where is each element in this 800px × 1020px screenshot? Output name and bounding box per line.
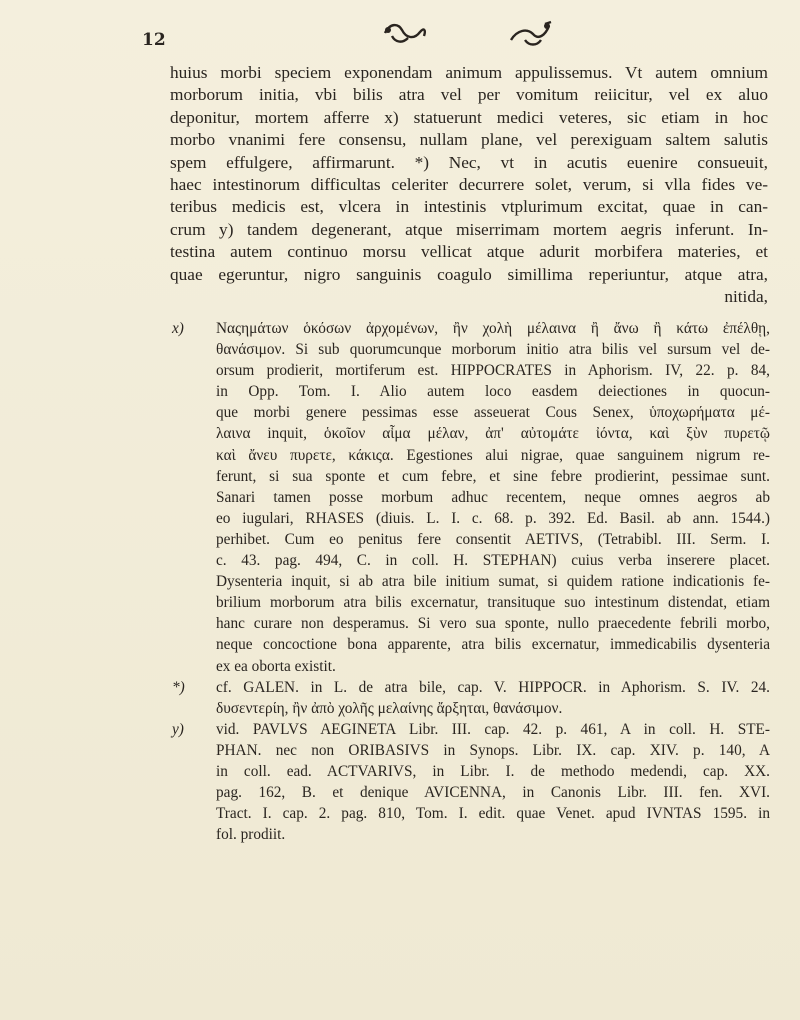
page-number: 12	[142, 30, 166, 50]
footnote-marker: x)	[172, 320, 184, 337]
footnote-line: in Opp. Tom. I. Alio autem loco easdem deiectiones in quocun-	[216, 383, 770, 401]
footnote-line: θανάσιμον. Si sub quorumcunque morborum initio atra bilis vel sursum vel de-	[216, 341, 770, 359]
footnote-line: cf. GALEN. in L. de atra bile, cap. V. HIPPOCR. in Aphorism. S. IV. 24.	[216, 678, 770, 696]
main-line: morbo vnanimi fere consensu, nullam plane, vel perexiguam saltem salutis	[170, 130, 768, 150]
footnote-line: orsum prodierit, mortiferum est. HIPPOCRATES in Aphorism. IV, 22. p. 84,	[216, 362, 770, 380]
printer-ornament-left	[380, 18, 430, 48]
footnote-line: brilium morborum atra bilis excernatur, transituque suo intestinum distendat, etiam	[216, 594, 770, 612]
footnote-marker: y)	[172, 720, 184, 738]
footnote-line: vid. PAVLVS AEGINETA Libr. III. cap. 42. p. 461, A in coll. H. STE-	[216, 720, 770, 738]
footnote-line: perhibet. Cum eo penitus fere consentit AETIVS, (Tetrabibl. III. Serm. I.	[216, 530, 770, 548]
footnote-x	[172, 318, 770, 677]
main-line: teribus medicis est, vlcera in intestinis vtplurimum excitat, quae in can-	[170, 197, 768, 217]
footnote-line: ferunt, si sua sponte et cum febre, et sine febre prodierint, pessimae sunt.	[216, 467, 770, 485]
main-line: crum y) tandem degenerant, atque miserrimam mortem aegris inferunt. In-	[170, 219, 768, 239]
footnotes	[172, 318, 770, 845]
footnote-line: δυσεντερίη, ἢν ἀπὸ χολῆς μελαίνης ἄρξηται, θανάσιμον.	[216, 699, 563, 717]
main-line: morborum initia, vbi bilis atra vel per vomitum reiicitur, vel ex aluo	[170, 85, 768, 105]
main-text	[170, 62, 768, 308]
footnote-line: Ναςημάτων ὁκόσων ἀρχομένων, ἢν χολὴ μέλαινα ἢ ἄνω ἢ κάτω ἐπέλθῃ,	[216, 320, 770, 337]
footnote-marker: *)	[172, 678, 185, 696]
footnote-line: ex ea oborta existit.	[216, 657, 336, 675]
footnote-line: Dysenteria inquit, si ab atra bile initium sumat, si quidem ratione indicationis fe-	[216, 573, 770, 591]
main-line: deponitur, mortem afferre x) statuerunt medici veteres, sic etiam in hoc	[170, 107, 768, 127]
footnote-line: hanc curare non desperamus. Si vero sua sponte, nullo praecedente febrili morbo,	[216, 615, 770, 633]
main-line: testina autem continuo morsu vellicat atque adurit morbifera materies, et	[170, 242, 768, 262]
footnote-star	[172, 677, 770, 719]
footnote-line: λαινα inquit, ὁκοῖον αἷμα μέλαν, ἀπ' αὐτομάτε ἰόντα, καὶ ξὺν πυρετῷ	[216, 425, 770, 443]
main-line: huius morbi speciem exponendam animum appulissemus. Vt autem omnium	[170, 63, 768, 82]
footnote-y	[172, 719, 770, 846]
footnote-line: καὶ ἄνευ πυρετε, κάκιςα. Egestiones alui nigrae, quae sanguinem nigrum re-	[216, 446, 770, 464]
footnote-line: in coll. ead. ACTVARIVS, in Libr. I. de methodo medendi, cap. XX.	[216, 762, 770, 780]
footnote-line: PHAN. nec non ORIBASIVS in Synops. Libr. IX. cap. XIV. p. 140, A	[216, 741, 770, 759]
footnote-line: que morbi genere pessimas esse asseuerat Cous Senex, ὑποχωρήματα μέ-	[216, 404, 770, 422]
main-line: spem effulgere, affirmarunt. *) Nec, vt in acutis euenire consueuit,	[170, 152, 768, 172]
footnote-line: pag. 162, B. et denique AVICENNA, in Canonis Libr. III. fen. XVI.	[216, 784, 770, 802]
catchword: nitida,	[724, 287, 768, 307]
main-line: quae egeruntur, nigro sanguinis coagulo simillima reperiuntur, atque atra,	[170, 264, 768, 284]
footnote-line: c. 43. pag. 494, C. in coll. H. STEPHAN) cuius verba inserere placet.	[216, 552, 770, 570]
footnote-line: fol. prodiit.	[216, 826, 286, 844]
footnote-line: eo iugulari, RHASES (diuis. L. I. c. 68. p. 392. Ed. Basil. ab ann. 1544.)	[216, 509, 770, 527]
footnote-line: Sanari tamen posse morbum adhuc recentem, neque omnes aegros ab	[216, 488, 770, 506]
footnote-line: Tract. I. cap. 2. pag. 810, Tom. I. edit. quae Venet. apud IVNTAS 1595. in	[216, 805, 770, 823]
main-line: haec intestinorum difficultas celeriter decurrere solet, verum, si vlla fides ve-	[170, 175, 768, 195]
printer-ornament-right	[505, 18, 555, 48]
footnote-line: neque concoctione bona apparente, atra bilis excernatur, immedicabilis dysenteria	[216, 636, 770, 654]
